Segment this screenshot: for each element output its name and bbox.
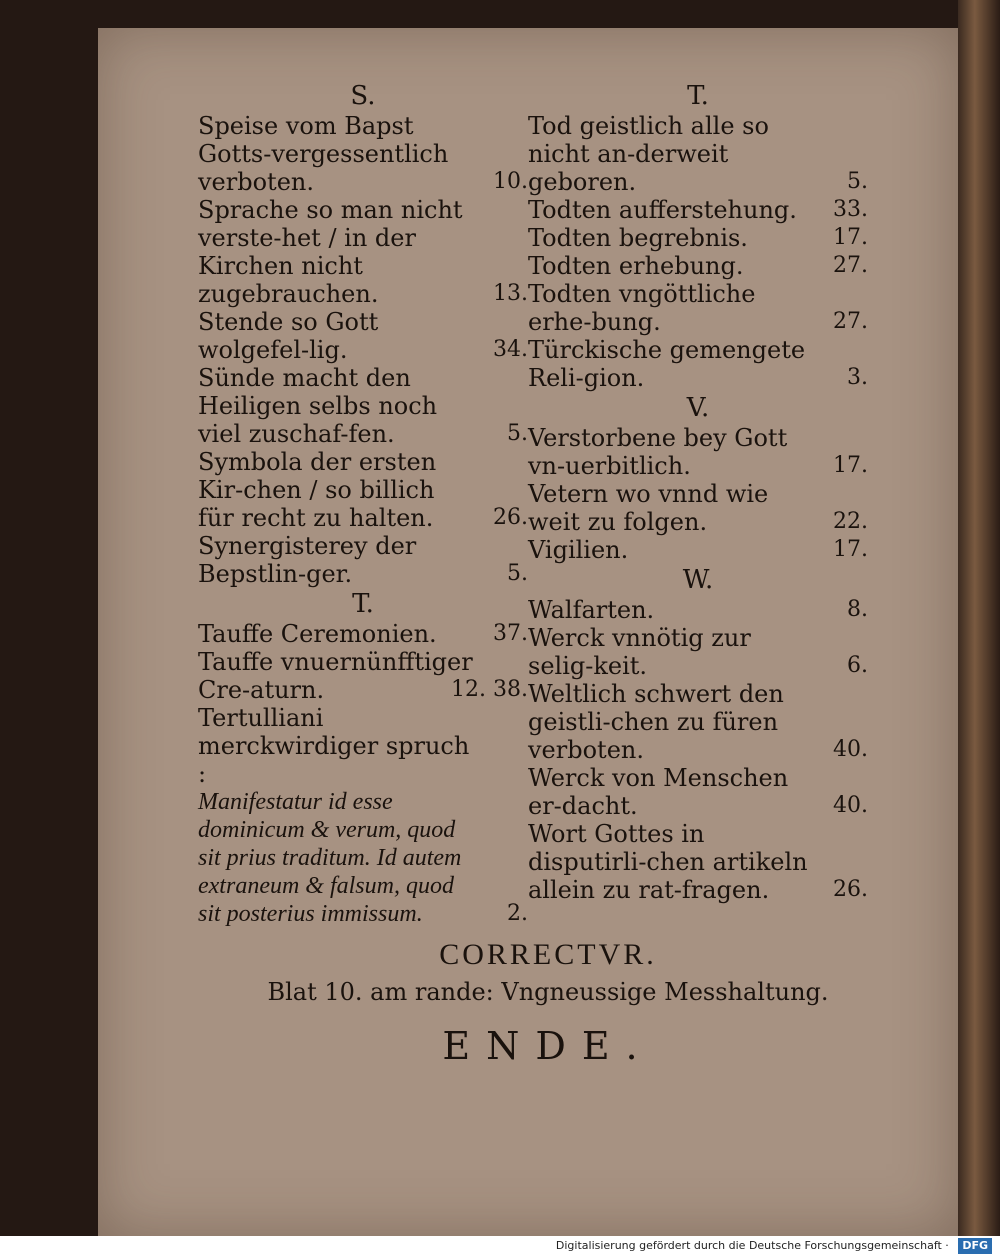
index-entry — [528, 196, 868, 224]
index-entry — [198, 448, 528, 532]
index-entry-page: 10. — [493, 169, 528, 194]
dfg-logo: DFG — [958, 1238, 992, 1254]
index-entry — [198, 196, 528, 308]
index-entry — [198, 648, 528, 704]
footer-bar — [0, 1236, 1000, 1256]
index-entry — [198, 364, 528, 448]
index-entry-page: 34. — [493, 337, 528, 362]
index-entry-text: Werck vnnötig zur selig-keit. — [528, 624, 751, 680]
index-entry-text: Todten erhebung. — [528, 252, 744, 280]
index-entry-page: 5. — [507, 421, 528, 446]
index-entry — [528, 764, 868, 820]
index-entry-text: Türckische gemengete Reli-gion. — [528, 336, 806, 392]
index-entry-text: Vigilien. — [528, 536, 629, 564]
index-entry-page: 27. — [833, 253, 868, 278]
correctur-heading: CORRECTVR. — [439, 938, 657, 971]
index-entry-text: Todten vngöttliche erhe-bung. — [528, 280, 756, 336]
latin-quote: Manifestatur id esse dominicum & verum, quod sit prius traditum. Id autem extraneum & falsum, quod sit posterius immissum. — [198, 789, 462, 927]
index-entry — [528, 536, 868, 564]
index-entry-page: 33. — [833, 197, 868, 222]
section-letter-t: T. — [352, 589, 374, 619]
index-entry — [528, 112, 868, 196]
index-entry-text: Stende so Gott wolgefel-lig. — [198, 308, 379, 364]
index-entry-page: 13. — [493, 281, 528, 306]
index-entry — [198, 532, 528, 588]
index-entry-page: 26. — [833, 877, 868, 902]
index-entry-page: 5. — [507, 561, 528, 586]
index-entry-page: 3. — [847, 365, 868, 390]
index-entry — [198, 620, 528, 648]
index-entry — [528, 224, 868, 252]
latin-quote-page: 2. — [507, 901, 528, 926]
index-entry-text: Tauffe Ceremonien. — [198, 620, 437, 648]
index-entry-text: Sprache so man nicht verste-het / in der Kirchen nicht zugebrauchen. — [198, 196, 463, 308]
index-entry-text: Werck von Menschen er-dacht. — [528, 764, 789, 820]
index-entry-text: Todten begrebnis. — [528, 224, 748, 252]
entries-v — [528, 424, 868, 564]
section-letter-v: V. — [686, 393, 710, 423]
index-entry — [528, 336, 868, 392]
index-entry-text: Sünde macht den Heiligen selbs noch viel zuschaf-fen. — [198, 364, 438, 448]
entries-w — [528, 596, 868, 904]
index-entry-text: Vetern wo vnnd wie weit zu folgen. — [528, 480, 769, 536]
index-entry — [528, 624, 868, 680]
index-entry — [528, 424, 868, 480]
index-entry-text: Synergisterey der Bepstlin-ger. — [198, 532, 417, 588]
correctur-block — [198, 938, 898, 1006]
index-entry — [198, 112, 528, 196]
entries-t-right — [528, 112, 868, 392]
index-entry — [198, 308, 528, 364]
footer-credit: Digitalisierung gefördert durch die Deutsche Forschungsgemeinschaft · — [555, 1239, 949, 1252]
index-entry-text: Tod geistlich alle so nicht an-derweit geboren. — [528, 112, 769, 196]
index-entry-text: Verstorbene bey Gott vn-uerbitlich. — [528, 424, 788, 480]
index-entry-page: 37. — [493, 621, 528, 646]
section-letter-t-right: T. — [687, 81, 709, 111]
index-entry — [528, 252, 868, 280]
index-entry-text: Todten aufferstehung. — [528, 196, 797, 224]
index-entry — [528, 280, 868, 336]
index-entry-page: 17. — [833, 453, 868, 478]
section-letter-w: W. — [682, 565, 714, 595]
index-entry-page: 5. — [847, 169, 868, 194]
index-entry — [198, 704, 528, 788]
index-entry-page: 22. — [833, 509, 868, 534]
index-left-column — [198, 80, 528, 928]
correctur-text: Blat 10. am rande: Vngneussige Messhaltung. — [267, 978, 829, 1006]
index-entry — [528, 820, 868, 904]
index-entry-text: Weltlich schwert den geistli-chen zu füren verboten. — [528, 680, 784, 764]
index-entry-text: Tauffe vnuernünfftiger Cre-aturn. — [198, 648, 473, 704]
section-letter-s: S. — [350, 81, 376, 111]
index-entry-page: 17. — [833, 537, 868, 562]
index-entry — [528, 480, 868, 536]
index-entry-text: Walfarten. — [528, 596, 655, 624]
ende-text: ENDE. — [442, 1024, 654, 1068]
index-entry-page: 6. — [847, 653, 868, 678]
index-entry — [528, 680, 868, 764]
index-entry-page: 27. — [833, 309, 868, 334]
index-entry-page: 40. — [833, 737, 868, 762]
index-entry-text: Speise vom Bapst Gotts-vergessentlich verboten. — [198, 112, 449, 196]
latin-quote-entry — [198, 788, 528, 928]
entries-t — [198, 620, 528, 788]
index-entry-page: 40. — [833, 793, 868, 818]
index-entry-page: 12. 38. — [451, 677, 528, 702]
index-entry-text: Tertulliani merckwirdiger spruch : — [198, 704, 470, 788]
index-entry-text: Wort Gottes in disputirli-chen artikeln allein zu rat-fragen. — [528, 820, 808, 904]
index-entry — [528, 596, 868, 624]
index-entry-page: 26. — [493, 505, 528, 530]
index-entry-page: 8. — [847, 597, 868, 622]
index-entry-text: Symbola der ersten Kir-chen / so billich für recht zu halten. — [198, 448, 437, 532]
page-edge — [958, 0, 1000, 1236]
index-right-column — [528, 80, 868, 904]
index-entry-page: 17. — [833, 225, 868, 250]
entries-s — [198, 112, 528, 588]
